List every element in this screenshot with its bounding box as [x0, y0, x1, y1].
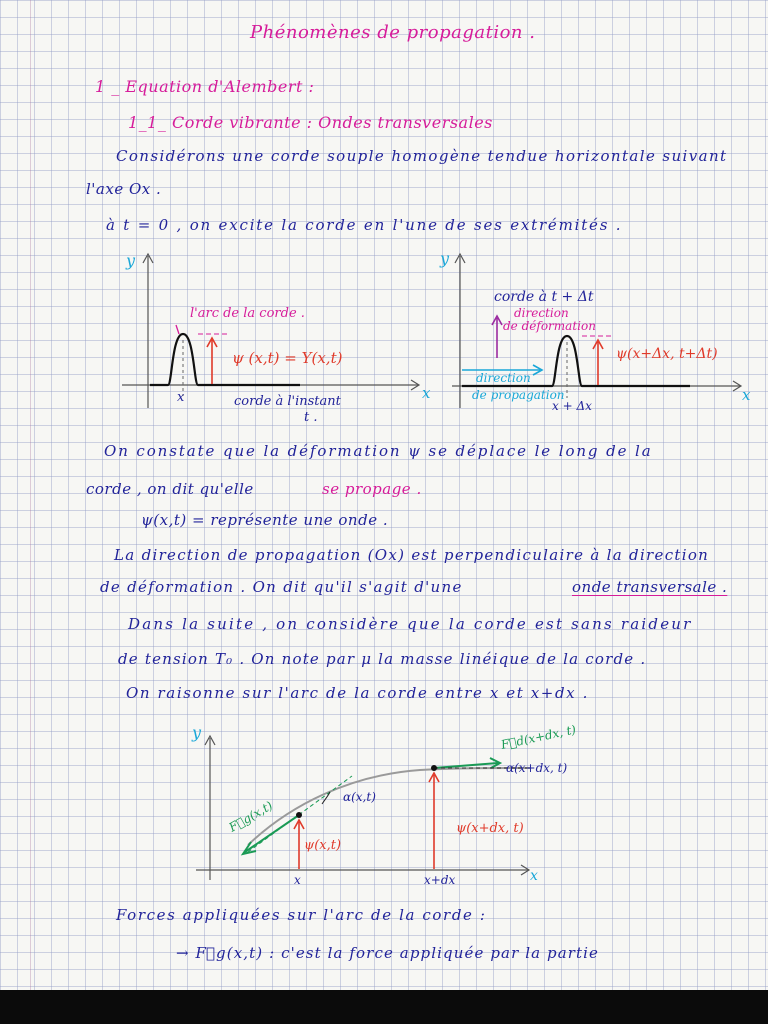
text-line: Dans la suite , on considère que la corde est sans raideur — [128, 615, 693, 633]
text-line: de déformation . On dit qu'il s'agit d'une — [100, 578, 463, 596]
text-line-highlight: se propage . — [322, 480, 422, 498]
x-axis-label-3: x — [530, 868, 538, 884]
x-tick-label-2: x + Δx — [552, 399, 592, 413]
deformation-label-2: de déformation — [503, 319, 596, 333]
caption: corde à l'instant — [234, 394, 341, 409]
x-tick-label: x — [177, 390, 185, 405]
psi-label-3: ψ(x,t) — [304, 838, 342, 853]
arc-label: l'arc de la corde . — [190, 306, 305, 321]
alpha-label-1: α(x,t) — [343, 790, 376, 804]
y-axis-label-2: y — [440, 249, 450, 268]
text-line: de tension T₀ . On note par μ la masse linéique de la corde . — [118, 650, 647, 668]
page-title: Phénomènes de propagation . — [250, 22, 536, 43]
x-dx-tick-label: x+dx — [424, 873, 456, 887]
text-line-underlined: onde transversale . — [572, 578, 728, 596]
section-heading: 1 _ Equation d'Alembert : — [95, 77, 315, 96]
point-x-dx — [431, 765, 437, 771]
psi-label: ψ (x,t) = Y(x,t) — [232, 349, 343, 367]
fd-label: F⃗d(x+dx, t) — [499, 722, 578, 752]
text-line: l'axe Ox . — [86, 180, 162, 198]
x-axis-label-2: x — [742, 386, 751, 404]
text-line: La direction de propagation (Ox) est perpendiculaire à la direction — [114, 546, 710, 564]
propagation-label-1: direction — [476, 371, 531, 385]
point-x — [296, 812, 302, 818]
subsection-heading: 1_1_ Corde vibrante : Ondes transversales — [128, 113, 493, 132]
text-line: Forces appliquées sur l'arc de la corde : — [116, 906, 487, 924]
text-line: On constate que la déformation ψ se déplace le long de la — [104, 442, 653, 460]
y-axis-label: y — [126, 251, 136, 270]
psi-label-4: ψ(x+dx, t) — [456, 821, 524, 836]
alpha-label-2: α(x+dx, t) — [506, 761, 568, 775]
x-axis-label: x — [422, 384, 431, 402]
fg-label: F⃗g(x,t) — [226, 798, 276, 835]
text-line: ψ(x,t) = représente une onde . — [141, 511, 389, 529]
deformation-label-1: direction — [514, 306, 569, 320]
time-label: corde à t + Δt — [494, 289, 594, 305]
x-tick-label-3: x — [294, 873, 301, 887]
y-axis-label-3: y — [192, 723, 202, 742]
propagation-label-2: de propagation — [472, 388, 565, 402]
text-line: à t = 0 , on excite la corde en l'une de ses extrémités . — [106, 216, 623, 234]
text-line: corde , on dit qu'elle — [86, 480, 254, 498]
text-line: On raisonne sur l'arc de la corde entre x et x+dx . — [126, 684, 589, 702]
text-line: → F⃗g(x,t) : c'est la force appliquée par la partie — [176, 944, 600, 962]
text-line: Considérons une corde souple homogène tendue horizontale suivant — [116, 147, 728, 165]
psi-label-2: ψ(x+Δx, t+Δt) — [616, 346, 718, 362]
caption-time: t . — [304, 410, 318, 425]
